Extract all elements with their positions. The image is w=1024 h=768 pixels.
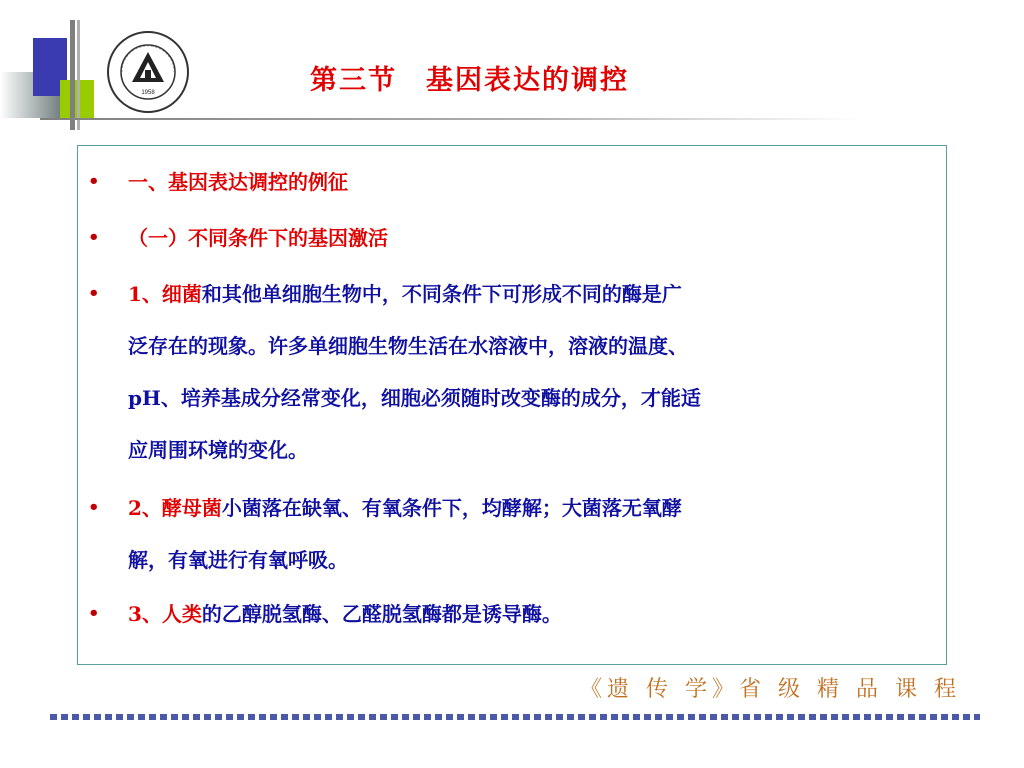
item-text: 和其他单细胞生物中，不同条件下可形成不同的酶是广 [201,282,682,306]
list-item [88,268,938,476]
item-subheading: （一）不同条件下的基因激活 [128,226,388,250]
item-lead: 3、人类 [128,602,202,626]
course-footer: 《遗 传 学》省 级 精 品 课 程 [580,677,961,702]
bullet-icon: • [88,497,100,518]
item-text: 小菌落在缺氧、有氧条件下，均酵解；大菌落无氧酵 [221,496,682,520]
item-text: 的乙醇脱氢酶、乙醛脱氢酶都是诱导酶。 [201,602,562,626]
bullet-icon: • [88,603,100,624]
bullet-icon: • [88,171,100,192]
list-item [88,482,938,586]
item-lead: 2、酵母菌 [128,496,222,520]
content-box [77,145,947,665]
item-text: 泛存在的现象。许多单细胞生物生活在水溶液中，溶液的温度、 [128,334,688,358]
svg-text:1958: 1958 [141,90,155,96]
decor-vertical-bar [70,20,75,130]
item-text: pH、培养基成分经常变化，细胞必须随时改变酶的成分，才能适 [128,386,701,410]
bullet-icon: • [88,227,100,248]
item-text: 解，有氧进行有氧呼吸。 [128,548,348,572]
bullet-icon: • [88,283,100,304]
header-divider [40,118,860,120]
item-lead: 1、细菌 [128,282,202,306]
college-logo [106,30,190,114]
list-item [88,588,938,640]
list-item [88,212,938,264]
footer-dashed-divider [50,714,980,720]
page-title: 第三节 基因表达的调控 [310,65,629,96]
item-heading: 一、基因表达调控的例征 [128,170,348,194]
list-item [88,156,938,208]
item-text: 应周围环境的变化。 [128,438,308,462]
decor-vertical-bar-light [77,20,80,130]
